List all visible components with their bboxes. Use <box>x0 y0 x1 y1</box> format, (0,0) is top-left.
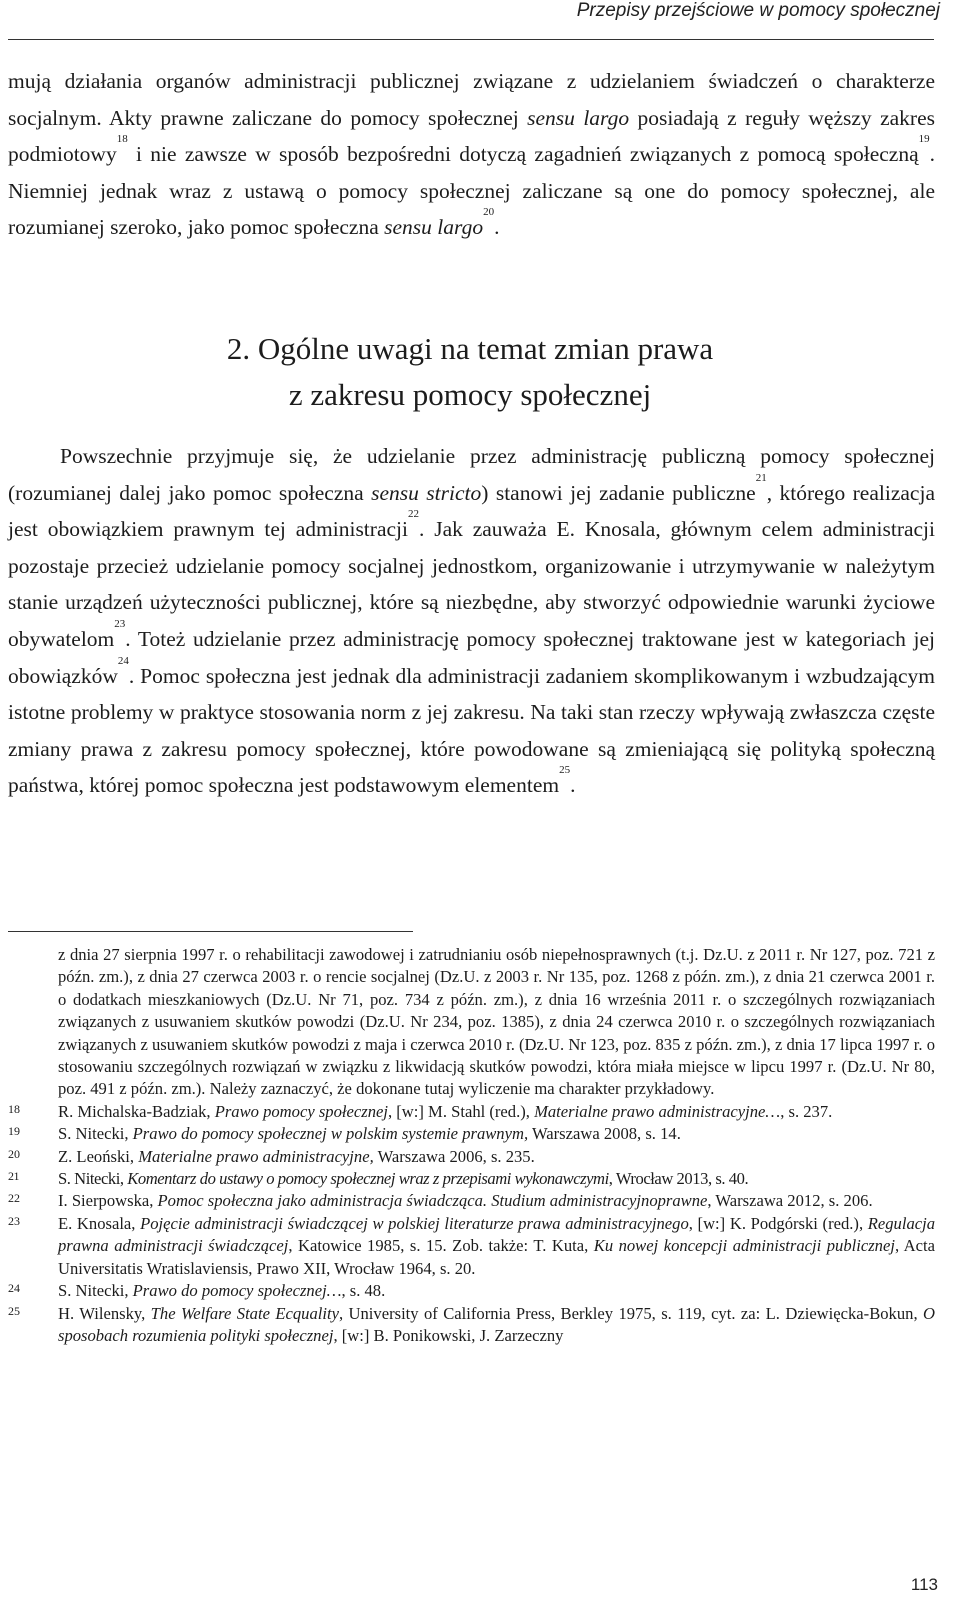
section-heading-line-1: 2. Ogólne uwagi na temat zmian prawa <box>226 331 714 366</box>
footnote-number: 19 <box>8 1124 20 1139</box>
footnote-number: 25 <box>8 1303 20 1318</box>
footnote-number: 22 <box>8 1191 20 1206</box>
footnote-number: 24 <box>8 1281 20 1296</box>
footnote-separator <box>8 931 413 932</box>
paragraph-1: mują działania organów administracji publicznej związane z udzielaniem świadczeń o charakterze socjalnym. Akty prawne zaliczane do pomocy społecznej sensu largo posiadają z reguły węższy zakres podmiotowy$^{18}$ i nie zawsze w sposób bezpośredni dotyczą zagadnień związanych z pomocą społeczną$^{19}$. Niemniej jednak wraz z ustawą o pomocy społecznej zaliczane są one do pomocy społecznej, ale rozumianej szeroko, jako pomoc społeczna sensu largo$^{20}$. <box>8 69 935 240</box>
running-header: Przepisy przejściowe w pomocy społecznej <box>576 0 940 21</box>
footnote-ref-22[interactable]: 22 <box>407 508 419 521</box>
footnote-ref-24[interactable]: 24 <box>117 654 129 667</box>
footnote-ref-19[interactable]: 19 <box>918 133 930 146</box>
footnote-number: 21 <box>8 1169 20 1184</box>
page-number: 113 <box>910 1575 938 1594</box>
header-rule <box>8 39 934 40</box>
footnotes <box>8 944 935 1347</box>
section-heading <box>100 326 840 418</box>
footnote-22: 22 I. Sierpowska, Pomoc społeczna jako administracja świadcząca. Studium administracyjnoprawne, Warszawa 2012, s. 206. <box>8 1190 935 1212</box>
footnote-number: 23 <box>8 1213 20 1228</box>
footnote-number: 18 <box>8 1101 20 1116</box>
footnote-23: 23 E. Knosala, Pojęcie administracji świadczącej w polskiej literaturze prawa administracyjnego, [w:] K. Podgórski (red.), Regulacja prawna administracji świadczącej, Katowice 1985, s. 15. Zob. także: T. Kuta, Ku nowej koncepcji administracji publicznej, Acta Universitatis Wratislaviensis, Prawo XII, Wrocław 1964, s. 20. <box>8 1213 935 1280</box>
footnote-24: 24 S. Nitecki, Prawo do pomocy społecznej…, s. 48. <box>8 1280 935 1302</box>
footnote-21: 21 S. Nitecki, Komentarz do ustawy o pomocy społecznej wraz z przepisami wykonawczymi, Wrocław 2013, s. 40. <box>8 1168 935 1190</box>
footnote-ref-23[interactable]: 23 <box>114 617 126 630</box>
footnote-ref-20[interactable]: 20 <box>483 206 495 219</box>
footnote-18: 18 R. Michalska-Badziak, Prawo pomocy społecznej, [w:] M. Stahl (red.), Materialne prawo administracyjne…, s. 237. <box>8 1101 935 1123</box>
footnote-ref-18[interactable]: 18 <box>116 133 128 146</box>
footnote-number: 20 <box>8 1146 20 1161</box>
paragraph-2: Powszechnie przyjmuje się, że udzielanie przez administrację publiczną pomocy społecznej (rozumianej dalej jako pomoc społeczna sensu stricto) stanowi jej zadanie publiczne$^{21}$, którego realizacja jest obowiązkiem prawnym tej administracji$^{22}$. Jak zauważa E. Knosala, głównym celem administracji pozostaje przecież udzielanie pomocy socjalnej jednostkom, organizowanie i utrzymywanie w należytym stanie urządzeń użyteczności publicznej, które są niezbędne, aby stworzyć odpowiednie warunki życiowe obywatelom$^{23}$. Toteż udzielanie przez administrację pomocy społecznej traktowane jest w kategoriach jej obowiązków$^{24}$. Pomoc społeczna jest jednak dla administracji zadaniem skomplikowanym i wzbudzającym istotne problemy w praktyce stosowania norm z jej zakresu. Na taki stan rzeczy wpływają zwłaszcza częste zmiany prawa z zakresu pomocy społecznej, które powodowane są zmieniającą się polityką społeczną państwa, której pomoc społeczna jest podstawowym elementem$^{25}$. <box>8 444 936 798</box>
section-heading-line-2: z zakresu pomocy społecznej <box>288 377 652 412</box>
footnote-19: 19 S. Nitecki, Prawo do pomocy społecznej w polskim systemie prawnym, Warszawa 2008, s. 14. <box>8 1123 935 1145</box>
footnote-20: 20 Z. Leoński, Materialne prawo administracyjne, Warszawa 2006, s. 235. <box>8 1146 935 1168</box>
footnote-25: 25 H. Wilensky, The Welfare State Ecquality, University of California Press, Berkley 1975, s. 119, cyt. za: L. Dziewięcka-Bokun, O sposobach rozumienia polityki społecznej, [w:] B. Ponikowski, J. Zarzeczny <box>8 1303 935 1348</box>
footnote-ref-21[interactable]: 21 <box>755 471 767 484</box>
footnote-continuation: z dnia 27 sierpnia 1997 r. o rehabilitacji zawodowej i zatrudnianiu osób niepełnosprawnych (t.j. Dz.U. z 2011 r. Nr 127, poz. 721 z późn. zm.), z dnia 27 czerwca 2003 r. o rencie socjalnej (Dz.U. z 2003 r. Nr 135, poz. 1268 z późn. zm.), z dnia 21 czerwca 2001 r. o dodatkach mieszkaniowych (Dz.U. Nr 71, poz. 734 z późn. zm.), z dnia 16 września 2011 r. o szczególnych rozwiązaniach związanych z usuwaniem skutków powodzi (Dz.U. Nr 234, poz. 1385), z dnia 24 czerwca 2010 r. o szczególnych rozwiązaniach związanych z usuwaniem skutków powodzi z maja i czerwca 2010 r. (Dz.U. Nr 123, poz. 835 z późn. zm.), z dnia 17 lipca 1997 r. o stosowaniu szczególnych rozwiązań w związku z likwidacją skutków powodzi, która miała miejsce w lipcu 1997 r. (Dz.U. Nr 80, poz. 491 z późn. zm.). Należy zaznaczyć, że dokonane tutaj wyliczenie ma charakter przykładowy. <box>58 945 935 1099</box>
footnote-ref-25[interactable]: 25 <box>559 764 571 777</box>
